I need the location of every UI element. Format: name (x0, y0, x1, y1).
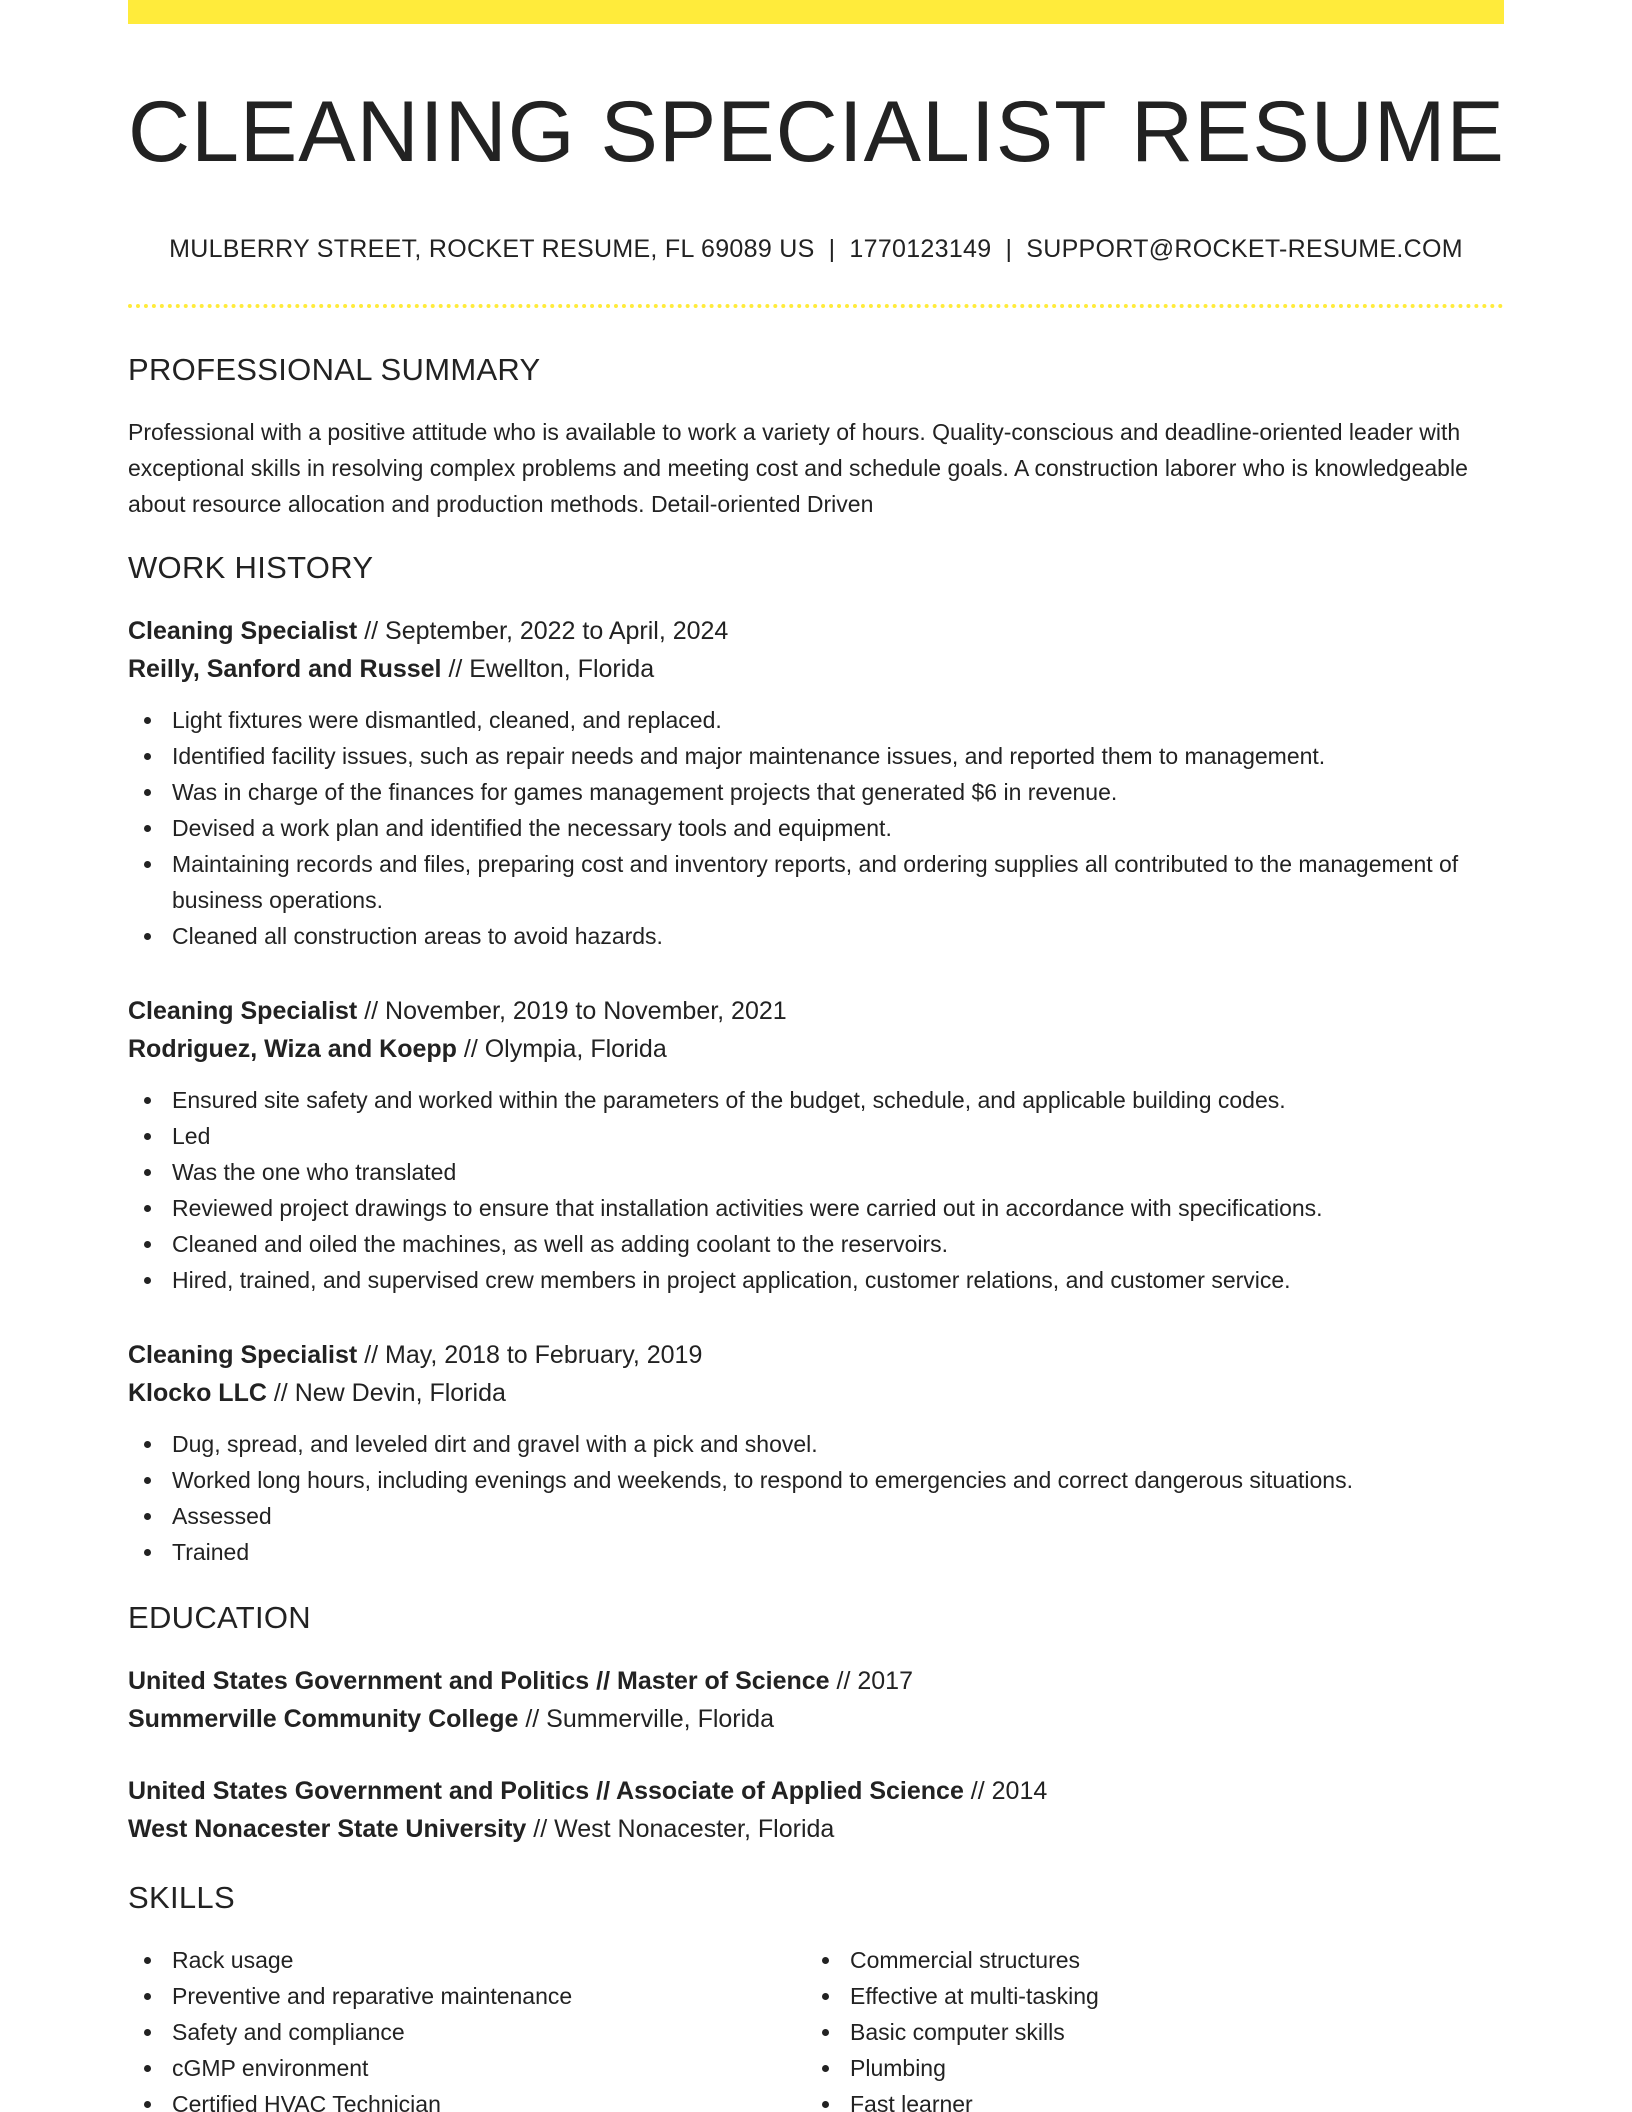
job-company: Klocko LLC (128, 1379, 267, 1407)
education-location: // Summerville, Florida (518, 1705, 774, 1733)
contact-phone: 1770123149 (849, 235, 992, 263)
job-location: // Ewellton, Florida (441, 655, 655, 683)
education-entry (128, 1772, 1504, 1848)
education-degree: United States Government and Politics // Master of Science (128, 1667, 830, 1695)
list-item: Commercial structures (806, 1942, 1504, 1978)
list-item: Dug, spread, and leveled dirt and gravel with a pick and shovel. (128, 1426, 1504, 1462)
accent-bar (128, 0, 1504, 24)
skills-columns (128, 1942, 1504, 2112)
contact-line (128, 234, 1504, 264)
skills-heading: SKILLS (128, 1880, 235, 1915)
education-year: // 2014 (963, 1777, 1048, 1805)
job-title-line (128, 1336, 1504, 1374)
list-item: Basic computer skills (806, 2014, 1504, 2050)
list-item: Cleaned all construction areas to avoid hazards. (128, 918, 1504, 954)
list-item: Reviewed project drawings to ensure that installation activities were carried out in accordance with specifications. (128, 1190, 1504, 1226)
list-item: Light fixtures were dismantled, cleaned, and replaced. (128, 702, 1504, 738)
list-item: Certified HVAC Technician (128, 2086, 806, 2112)
list-item: Fast learner (806, 2086, 1504, 2112)
list-item: Assessed (128, 1498, 1504, 1534)
job-entry (128, 1336, 1504, 1570)
job-dates: // November, 2019 to November, 2021 (357, 997, 787, 1025)
list-item: Plumbing (806, 2050, 1504, 2086)
job-bullets (128, 1082, 1504, 1298)
list-item: Trained (128, 1534, 1504, 1570)
education-school: West Nonacester State University (128, 1815, 527, 1843)
list-item: Identified facility issues, such as repair needs and major maintenance issues, and reported them to management. (128, 738, 1504, 774)
list-item: Hired, trained, and supervised crew members in project application, customer relations, and customer service. (128, 1262, 1504, 1298)
list-item: Cleaned and oiled the machines, as well as adding coolant to the reservoirs. (128, 1226, 1504, 1262)
job-company-line (128, 1374, 1504, 1412)
contact-address: MULBERRY STREET, ROCKET RESUME, FL 69089 US (169, 235, 815, 263)
list-item: Maintaining records and files, preparing cost and inventory reports, and ordering supplies all contributed to the management of business operations. (128, 846, 1504, 918)
skills-list-left (128, 1942, 806, 2112)
contact-separator: | (828, 235, 836, 263)
job-company-line (128, 650, 1504, 688)
job-company-line (128, 1030, 1504, 1068)
education-school-line (128, 1700, 1504, 1738)
list-item: Devised a work plan and identified the necessary tools and equipment. (128, 810, 1504, 846)
job-entry (128, 992, 1504, 1298)
job-bullets (128, 1426, 1504, 1570)
list-item: Safety and compliance (128, 2014, 806, 2050)
resume-page (128, 0, 1504, 2112)
list-item: Was in charge of the finances for games management projects that generated $6 in revenue. (128, 774, 1504, 810)
list-item: Was the one who translated (128, 1154, 1504, 1190)
job-location: // Olympia, Florida (456, 1035, 667, 1063)
job-dates: // September, 2022 to April, 2024 (357, 617, 729, 645)
job-title-line (128, 612, 1504, 650)
skills-list-right (806, 1942, 1504, 2112)
list-item: cGMP environment (128, 2050, 806, 2086)
list-item: Effective at multi-tasking (806, 1978, 1504, 2014)
education-entry (128, 1662, 1504, 1738)
education-school: Summerville Community College (128, 1705, 519, 1733)
job-location: // New Devin, Florida (266, 1379, 506, 1407)
list-item: Preventive and reparative maintenance (128, 1978, 806, 2014)
resume-title: CLEANING SPECIALIST RESUME (128, 84, 1505, 180)
job-dates: // May, 2018 to February, 2019 (357, 1341, 703, 1369)
contact-email[interactable]: SUPPORT@ROCKET-RESUME.COM (1026, 235, 1463, 263)
education-degree-line (128, 1772, 1504, 1810)
job-company: Reilly, Sanford and Russel (128, 655, 442, 683)
work-history-heading: WORK HISTORY (128, 550, 374, 585)
job-bullets (128, 702, 1504, 954)
education-degree: United States Government and Politics // Associate of Applied Science (128, 1777, 964, 1805)
list-item: Ensured site safety and worked within the parameters of the budget, schedule, and applicable building codes. (128, 1082, 1504, 1118)
education-year: // 2017 (829, 1667, 913, 1695)
contact-separator: | (1005, 235, 1013, 263)
list-item: Rack usage (128, 1942, 806, 1978)
job-title-line (128, 992, 1504, 1030)
job-entry (128, 612, 1504, 954)
list-item: Worked long hours, including evenings and weekends, to respond to emergencies and correct dangerous situations. (128, 1462, 1504, 1498)
summary-text: Professional with a positive attitude who is available to work a variety of hours. Quality-conscious and deadline-oriented leader with exceptional skills in resolving complex problems and meeting cost and schedule goals. A construction laborer who is knowledgeable about resource allocation and production methods. Detail-oriented Driven (128, 419, 1468, 517)
education-degree-line (128, 1662, 1504, 1700)
list-item: Led (128, 1118, 1504, 1154)
job-company: Rodriguez, Wiza and Koepp (128, 1035, 457, 1063)
education-location: // West Nonacester, Florida (526, 1815, 835, 1843)
education-heading: EDUCATION (128, 1600, 311, 1635)
job-title: Cleaning Specialist (128, 1341, 358, 1369)
job-title: Cleaning Specialist (128, 997, 358, 1025)
education-school-line (128, 1810, 1504, 1848)
summary-heading: PROFESSIONAL SUMMARY (128, 352, 541, 387)
dotted-divider (128, 304, 1504, 308)
job-title: Cleaning Specialist (128, 617, 358, 645)
